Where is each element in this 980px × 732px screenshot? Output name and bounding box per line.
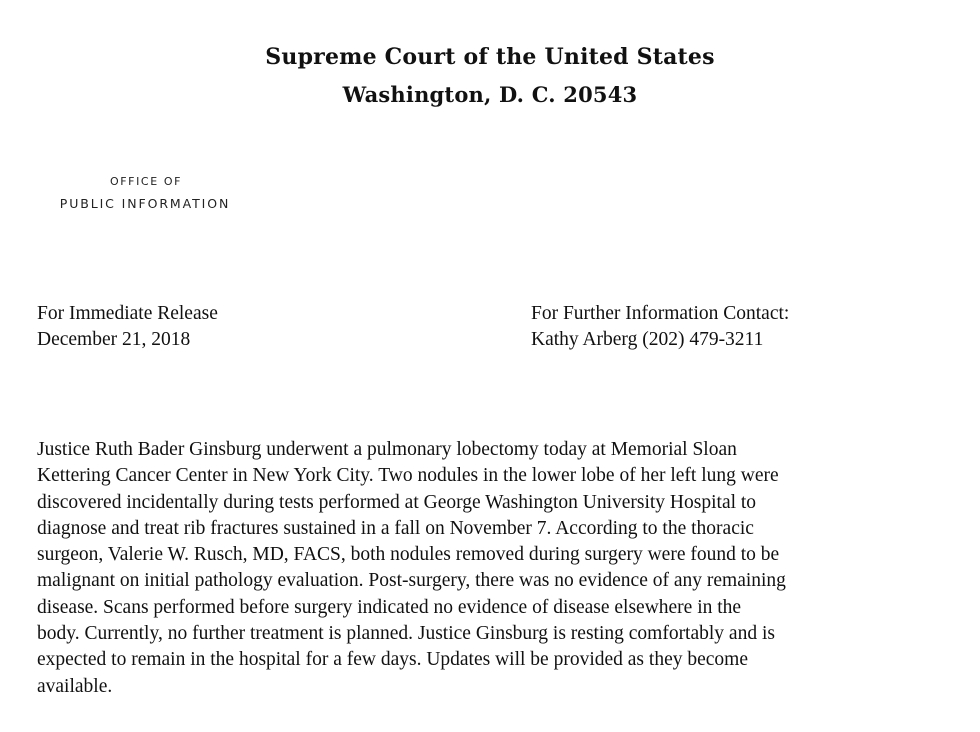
- letterhead-court-name: Supreme Court of the United States: [265, 44, 715, 70]
- body-line: body. Currently, no further treatment is planned. Justice Ginsburg is resting comfortably and is: [37, 623, 775, 645]
- contact-name-phone: Kathy Arberg (202) 479-3211: [531, 329, 764, 350]
- body-line: malignant on initial pathology evaluation. Post-surgery, there was no evidence of any remaining: [37, 570, 786, 592]
- body-line: available.: [37, 675, 113, 697]
- release-label: For Immediate Release: [37, 303, 218, 324]
- office-label-line2: PUBLIC INFORMATION: [59, 196, 231, 211]
- contact-block: [531, 301, 789, 353]
- body-line: Kettering Cancer Center in New York City. Two nodules in the lower lobe of her left lung were: [37, 465, 779, 487]
- office-label-line1: OFFICE OF: [109, 175, 183, 188]
- release-date: December 21, 2018: [37, 329, 191, 350]
- release-block: [37, 301, 218, 353]
- body-line: disease. Scans performed before surgery indicated no evidence of disease elsewhere in the: [37, 596, 742, 618]
- press-release-body: [37, 437, 952, 700]
- body-line: expected to remain in the hospital for a few days. Updates will be provided as they become: [37, 649, 748, 671]
- body-line: Justice Ruth Bader Ginsburg underwent a pulmonary lobectomy today at Memorial Sloan: [37, 439, 737, 460]
- contact-label: For Further Information Contact:: [531, 303, 790, 324]
- body-line: diagnose and treat rib fractures sustained in a fall on November 7. According to the thoracic: [37, 517, 754, 539]
- body-line: surgeon, Valerie W. Rusch, MD, FACS, both nodules removed during surgery were found to be: [37, 544, 780, 566]
- letterhead-city: Washington, D. C. 20543: [342, 82, 638, 107]
- body-line: discovered incidentally during tests performed at George Washington University Hospital to: [37, 491, 757, 513]
